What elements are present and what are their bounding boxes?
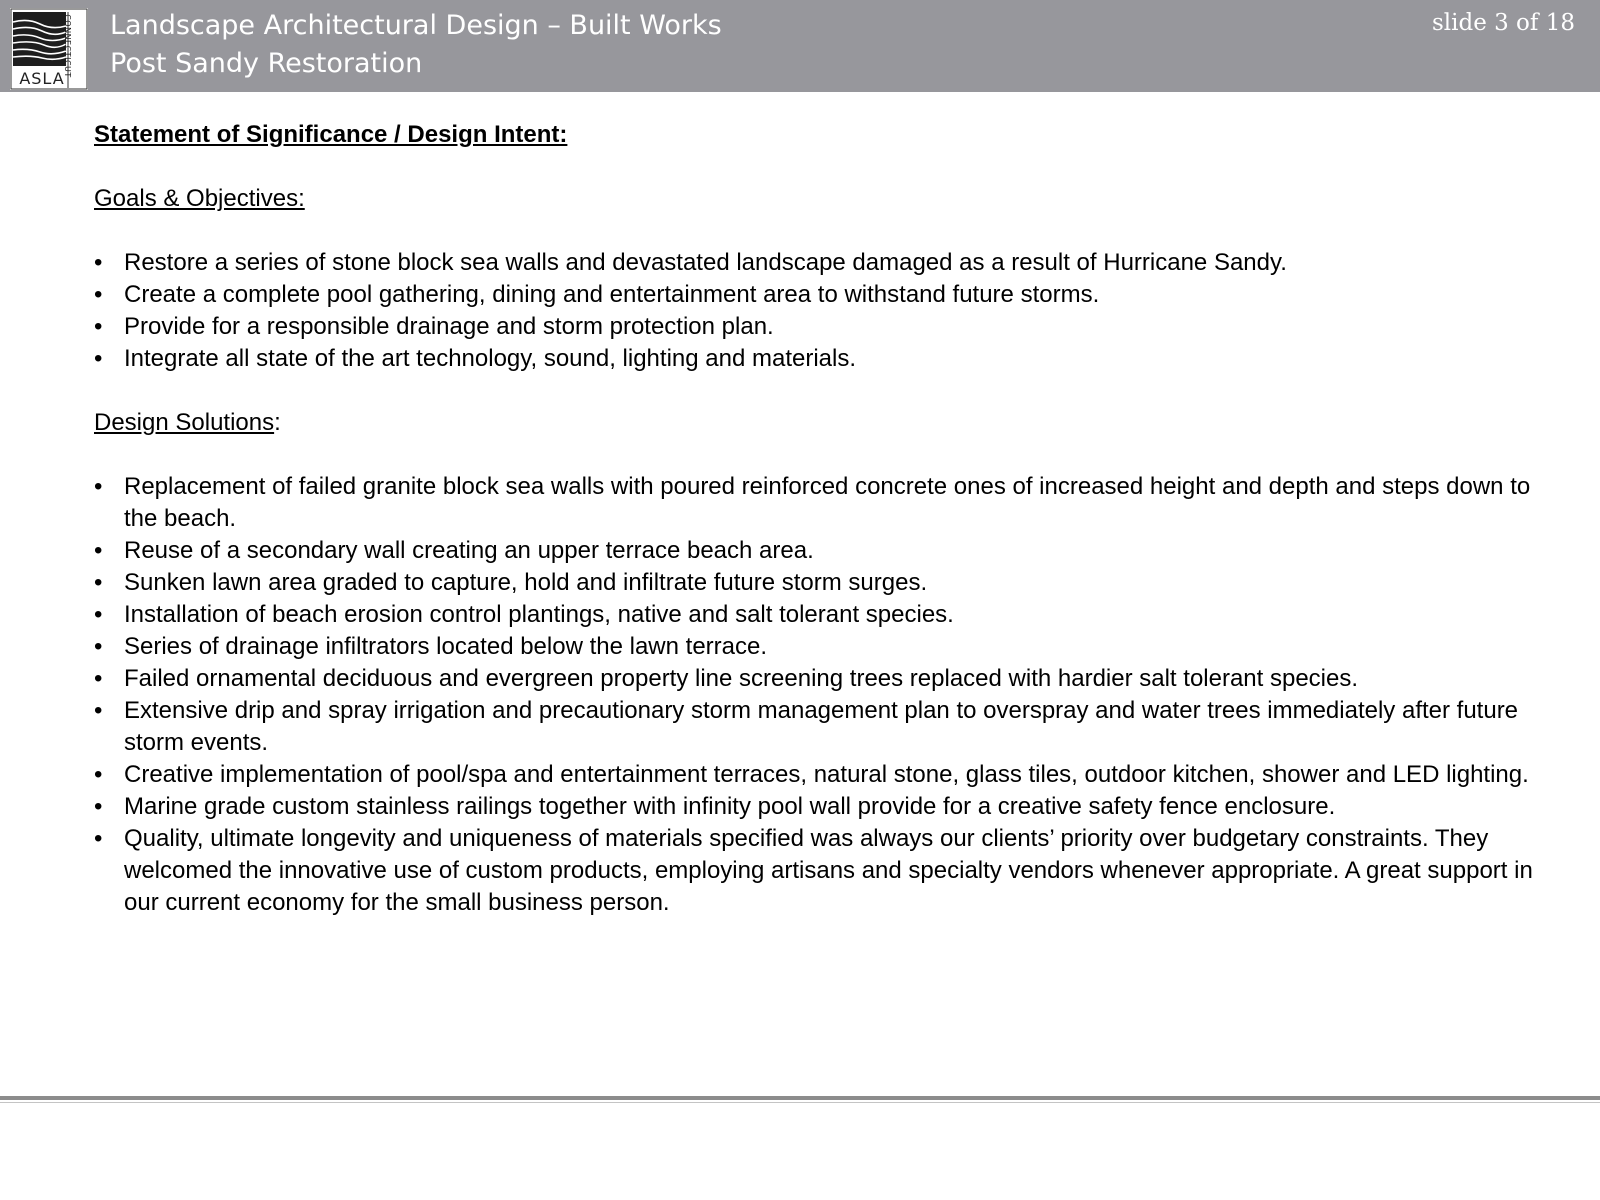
list-item [94,791,1534,823]
bullet-glyph: • [94,313,103,340]
list-item [94,663,1534,695]
footer-rule-secondary [0,1102,1600,1103]
list-item [94,631,1534,663]
bullet-glyph: • [94,473,103,500]
list-item-text: Replacement of failed granite block sea walls with poured reinforced concrete ones of increased height and depth and steps down to the beach. [124,473,1531,532]
list-item [94,343,1534,375]
logo-subtext: CONNECTICUT [63,14,72,78]
bullet-glyph: • [94,345,103,372]
bullet-glyph: • [94,665,103,692]
list-item-text: Integrate all state of the art technology, sound, lighting and materials. [124,345,856,372]
list-item-text: Create a complete pool gathering, dining and entertainment area to withstand future storms. [124,281,1100,308]
list-item-text: Quality, ultimate longevity and uniqueness of materials specified was always our clients’ priority over budgetary constraints. They welcomed the innovative use of custom products, employing artisans and specialty vendors whenever appropriate. A great support in our current economy for the small business person. [124,825,1533,916]
list-item-text: Marine grade custom stainless railings together with infinity pool wall provide for a creative safety fence enclosure. [124,793,1336,820]
solutions-heading [94,407,1534,439]
bullet-glyph: • [94,761,103,788]
bullet-glyph: • [94,633,103,660]
bullet-glyph: • [94,249,103,276]
list-item [94,823,1534,919]
goals-list [94,247,1534,375]
bullet-glyph: • [94,825,103,852]
logo-text: ASLA [19,69,65,88]
bullet-glyph: • [94,537,103,564]
list-item [94,695,1534,759]
bullet-glyph: • [94,281,103,308]
list-item [94,599,1534,631]
list-item [94,279,1534,311]
list-item-text: Restore a series of stone block sea walls and devastated landscape damaged as a result of Hurricane Sandy. [124,249,1287,276]
slide-title: Landscape Architectural Design – Built Works [110,10,722,41]
list-item [94,247,1534,279]
solutions-heading-text: Design Solutions [94,409,275,436]
list-item-text: Installation of beach erosion control plantings, native and salt tolerant species. [124,601,954,628]
list-item-text: Creative implementation of pool/spa and entertainment terraces, natural stone, glass tiles, outdoor kitchen, shower and LED lighting. [124,761,1529,788]
goals-heading-text: Goals & Objectives: [94,185,305,212]
solutions-list [94,471,1534,919]
list-item [94,311,1534,343]
list-item-text: Reuse of a secondary wall creating an upper terrace beach area. [124,537,814,564]
bullet-glyph: • [94,793,103,820]
list-item-text: Provide for a responsible drainage and storm protection plan. [124,313,774,340]
goals-heading [94,183,1534,215]
bullet-glyph: • [94,569,103,596]
slide-content [94,119,1534,919]
slide-counter: slide 3 of 18 [1431,10,1575,36]
list-item-text: Extensive drip and spray irrigation and precautionary storm management plan to overspray and water trees immediately after future storm events. [124,697,1519,756]
list-item [94,567,1534,599]
asla-logo [10,8,88,90]
list-item [94,759,1534,791]
list-item [94,535,1534,567]
list-item-text: Failed ornamental deciduous and evergreen property line screening trees replaced with hardier salt tolerant species. [124,665,1359,692]
footer-rule [0,1096,1600,1100]
slide-subtitle: Post Sandy Restoration [110,48,423,79]
solutions-heading-suffix: : [274,409,281,436]
list-item-text: Series of drainage infiltrators located below the lawn terrace. [124,633,768,660]
bullet-glyph: • [94,601,103,628]
statement-heading: Statement of Significance / Design Intent: [94,121,568,148]
header-band [0,0,1600,92]
list-item-text: Sunken lawn area graded to capture, hold and infiltrate future storm surges. [124,569,928,596]
bullet-glyph: • [94,697,103,724]
list-item [94,471,1534,535]
